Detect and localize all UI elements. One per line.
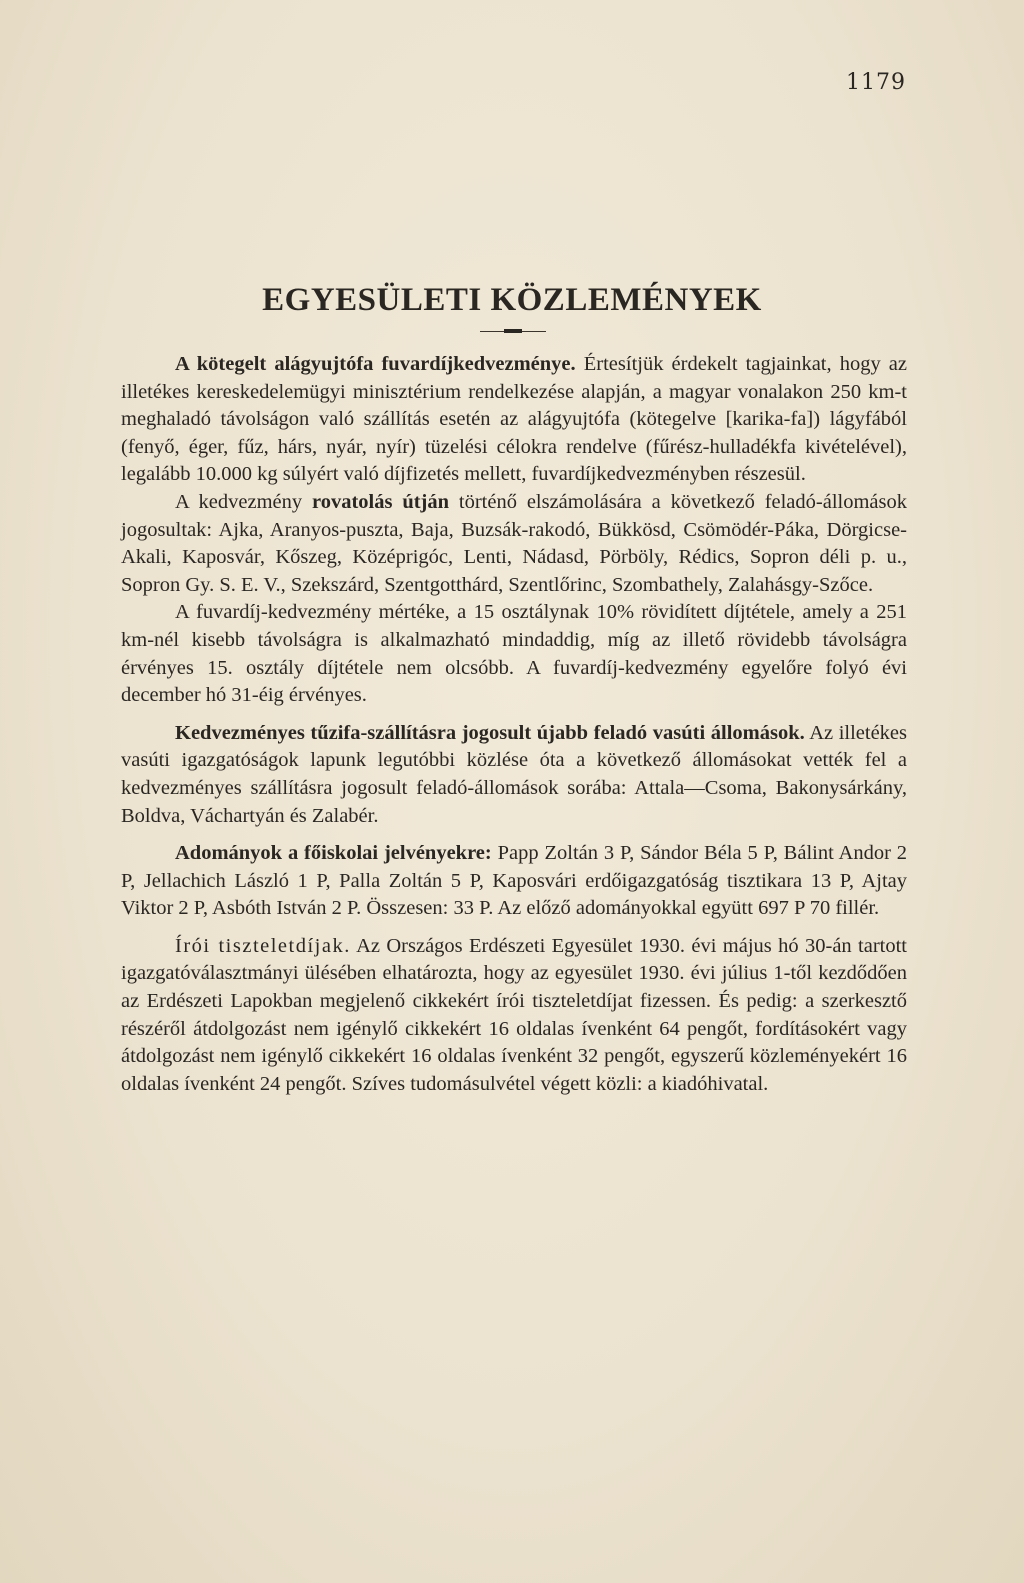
page-heading: EGYESÜLETI KÖZLEMÉNYEK: [262, 282, 762, 318]
section-title-iroi-dijak: Írói tiszteletdíjak.: [175, 934, 351, 957]
section-tuzifa: [121, 720, 907, 830]
section-body-adomanyok: Papp Zoltán 3 P, Sándor Béla 5 P, Bálint Andor 2 P, Jellachich László 1 P, Palla Zoltán 5 P, Kaposvári erdőigazgatóság tisztikara 13 P, Ajtay Viktor 2 P, Asbóth István 2 P. Összesen: 33 P. Az előző adományokkal együtt 697 P 70 fillér.: [121, 842, 908, 920]
stations-intro-bold: rovatolás útján: [311, 490, 450, 513]
section-adomanyok: [121, 840, 907, 923]
section-fuvardij-stations: [121, 489, 907, 599]
section-fuvardij-terms: A fuvardíj-kedvezmény mértéke, a 15 osztálynak 10% rövidített díjtétele, amely a 251 km-nél kisebb távolságra is alkalmazható mindaddig, míg az illető rövidebb távolságra érvényes 15. osztály díjtétele nem olcsóbb. A fuvardíj-kedvezmény egyelőre folyó évi december hó 31-éig érvényes.: [121, 601, 907, 707]
page-number: 1179: [846, 70, 906, 95]
section-body-iroi-dijak: Az Országos Erdészeti Egyesület 1930. évi május hó 30-án tartott igazgatóválasztmányi ülésében elhatározta, hogy az egyesület 1930. évi július 1-től kezdődően az Erdészeti Lapokban megjelenő cikkekért írói tiszteletdíjat fizessen. És pedig: a szerkesztő részéről átdolgozást nem igénylő cikkekért 16 oldalas ívenként 64 pengőt, fordításokért vagy átdolgozást nem igénylő cikkekért 16 oldalas ívenként 32 pengőt, egyszerű közleményekért 16 oldalas ívenként 24 pengőt. Szíves tudomásulvétel végett közli: a kiadóhivatal.: [121, 934, 908, 1095]
section-fuvardij-intro: [121, 351, 907, 489]
article-body: [121, 351, 907, 1098]
section-iroi-dijak: [121, 933, 907, 1099]
section-title-tuzifa: Kedvezményes tűzifa-szállításra jogosult újabb feladó vasúti állomások.: [175, 721, 805, 744]
heading-ornament: [480, 328, 546, 336]
section-body-fuvardij: Értesítjük érdekelt tagjainkat, hogy az illetékes kereskedelemügyi minisztérium rendelkezése alapján, a magyar vonalakon 250 km-t meghaladó távolságon való szállítás esetén az alágyujtófa (kötegelve [karika-fa]) lágyfából (fenyő, éger, fűz, hárs, nyár, nyír) tüzelési célokra rendelve (fűrész-hulladékfa kivételével), legalább 10.000 kg súlyért való díjfizetés mellett, fuvardíjkedvezményben részesül.: [121, 353, 908, 486]
section-title-fuvardij: A kötegelt alágyujtófa fuvardíjkedvezménye.: [175, 353, 576, 375]
stations-list: történő elszámolására a következő feladó-állomások jogosultak: Ajka, Aranyos-puszta, Baja, Buzsák-rakodó, Bükkösd, Csömödér-Páka, Dörgicse-Akali, Kaposvár, Kőszeg, Középrigóc, Lenti, Nádasd, Pörböly, Rédics, Sopron déli p. u., Sopron Gy. S. E. V., Szekszárd, Szentgotthárd, Szentlőrinc, Szombathely, Zalahásgy-Szőce.: [121, 490, 907, 596]
section-body-tuzifa: Az illetékes vasúti igazgatóságok lapunk legutóbbi közlése óta a következő állomásokat vették fel a kedvezményes szállításra jogosult feladó-állomások sorába: Attala—Csoma, Bakonysárkány, Boldva, Váchartyán és Zalabér.: [121, 721, 908, 827]
stations-intro-start: A kedvezmény: [175, 490, 303, 513]
section-title-adomanyok: Adományok a főiskolai jelvényekre:: [175, 842, 492, 865]
